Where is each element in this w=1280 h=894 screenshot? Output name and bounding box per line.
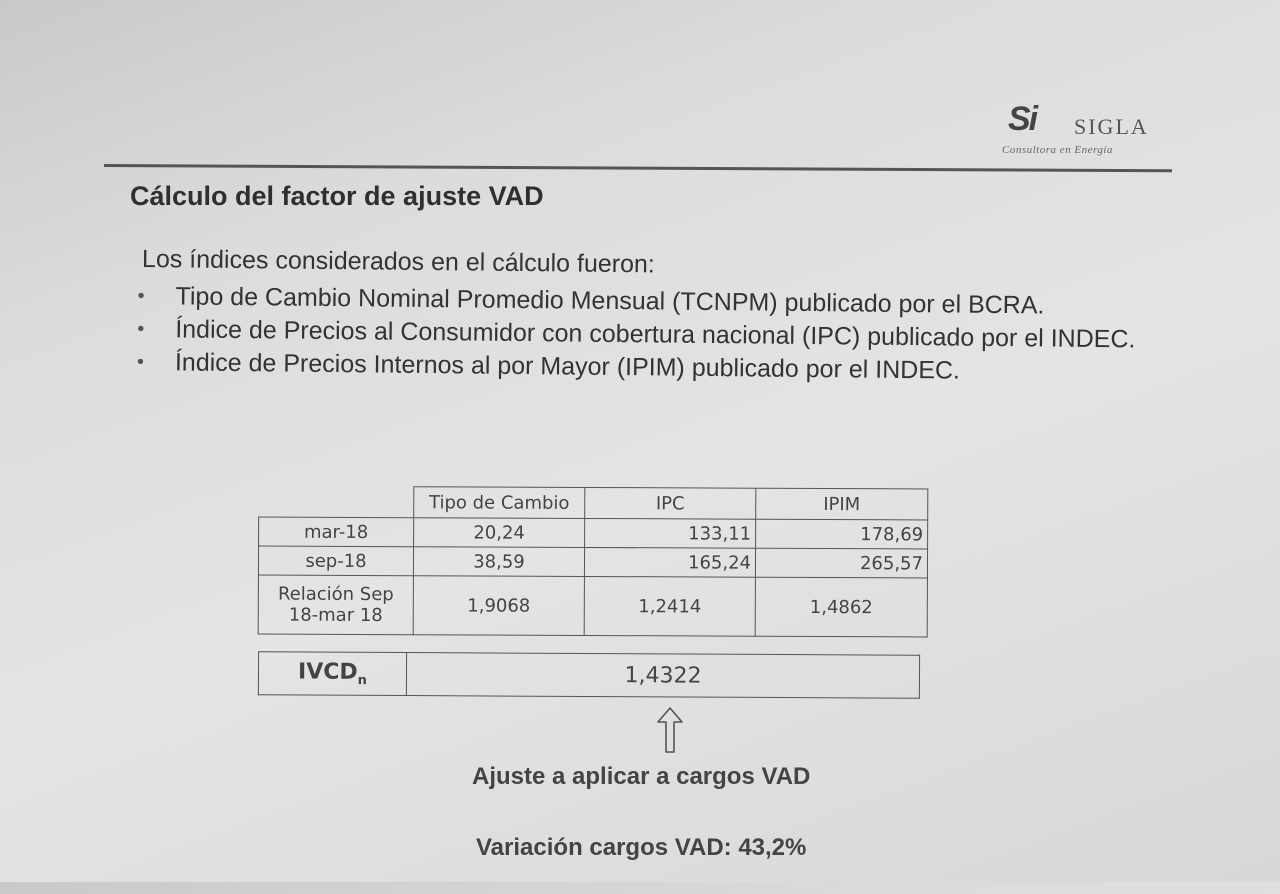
logo-name: SIGLA [1074, 114, 1149, 139]
col-header: Tipo de Cambio [414, 487, 585, 519]
list-item: • Tipo de Cambio Nominal Promedio Mensual (TCNPM) publicado por el BCRA. [137, 281, 1137, 322]
cell-ipim: 1,4862 [755, 577, 927, 637]
table-header-row [259, 486, 928, 520]
table-row-relation [258, 575, 927, 637]
ivcd-value: 1,4322 [406, 653, 919, 699]
cell-ipc: 165,24 [584, 547, 755, 577]
cell-tipo-cambio: 20,24 [414, 518, 585, 548]
page-title: Cálculo del factor de ajuste VAD [130, 181, 544, 211]
ivcd-table [258, 651, 920, 698]
ivcd-label [258, 652, 406, 696]
cell-tipo-cambio: 1,9068 [413, 576, 584, 636]
variation-text: Variación cargos VAD: 43,2% [476, 834, 807, 861]
index-list [137, 281, 1138, 390]
adjustment-caption: Ajuste a aplicar a cargos VAD [472, 763, 811, 790]
row-label: mar-18 [259, 517, 414, 547]
ivcd-label-text: IVCD [297, 659, 358, 685]
ivcd-row [258, 652, 919, 698]
cell-ipim: 265,57 [755, 548, 927, 578]
logo-mark: Si [1008, 100, 1037, 138]
table-corner [259, 486, 414, 518]
list-item: • Índice de Precios al Consumidor con cobertura nacional (IPC) publicado por el INDEC. [137, 314, 1137, 355]
ivcd-subscript: n [357, 672, 367, 689]
row-label: Relación Sep 18-mar 18 [258, 575, 413, 635]
cell-ipc: 133,11 [585, 518, 756, 548]
table-row [258, 546, 927, 578]
list-item: • Índice de Precios Internos al por Mayor (IPIM) publicado por el INDEC. [137, 347, 1137, 388]
cell-ipim: 178,69 [756, 519, 928, 549]
col-header: IPC [585, 487, 756, 519]
row-label: sep-18 [258, 546, 413, 576]
index-table [258, 486, 929, 638]
cell-ipc: 1,2414 [584, 576, 755, 636]
intro-text: Los índices considerados en el cálculo fueron: [141, 245, 655, 279]
table-row [259, 517, 928, 549]
up-arrow-icon [655, 706, 685, 754]
logo-tagline: Consultora en Energía [1002, 144, 1113, 156]
cell-tipo-cambio: 38,59 [413, 547, 584, 577]
col-header: IPIM [756, 488, 928, 520]
